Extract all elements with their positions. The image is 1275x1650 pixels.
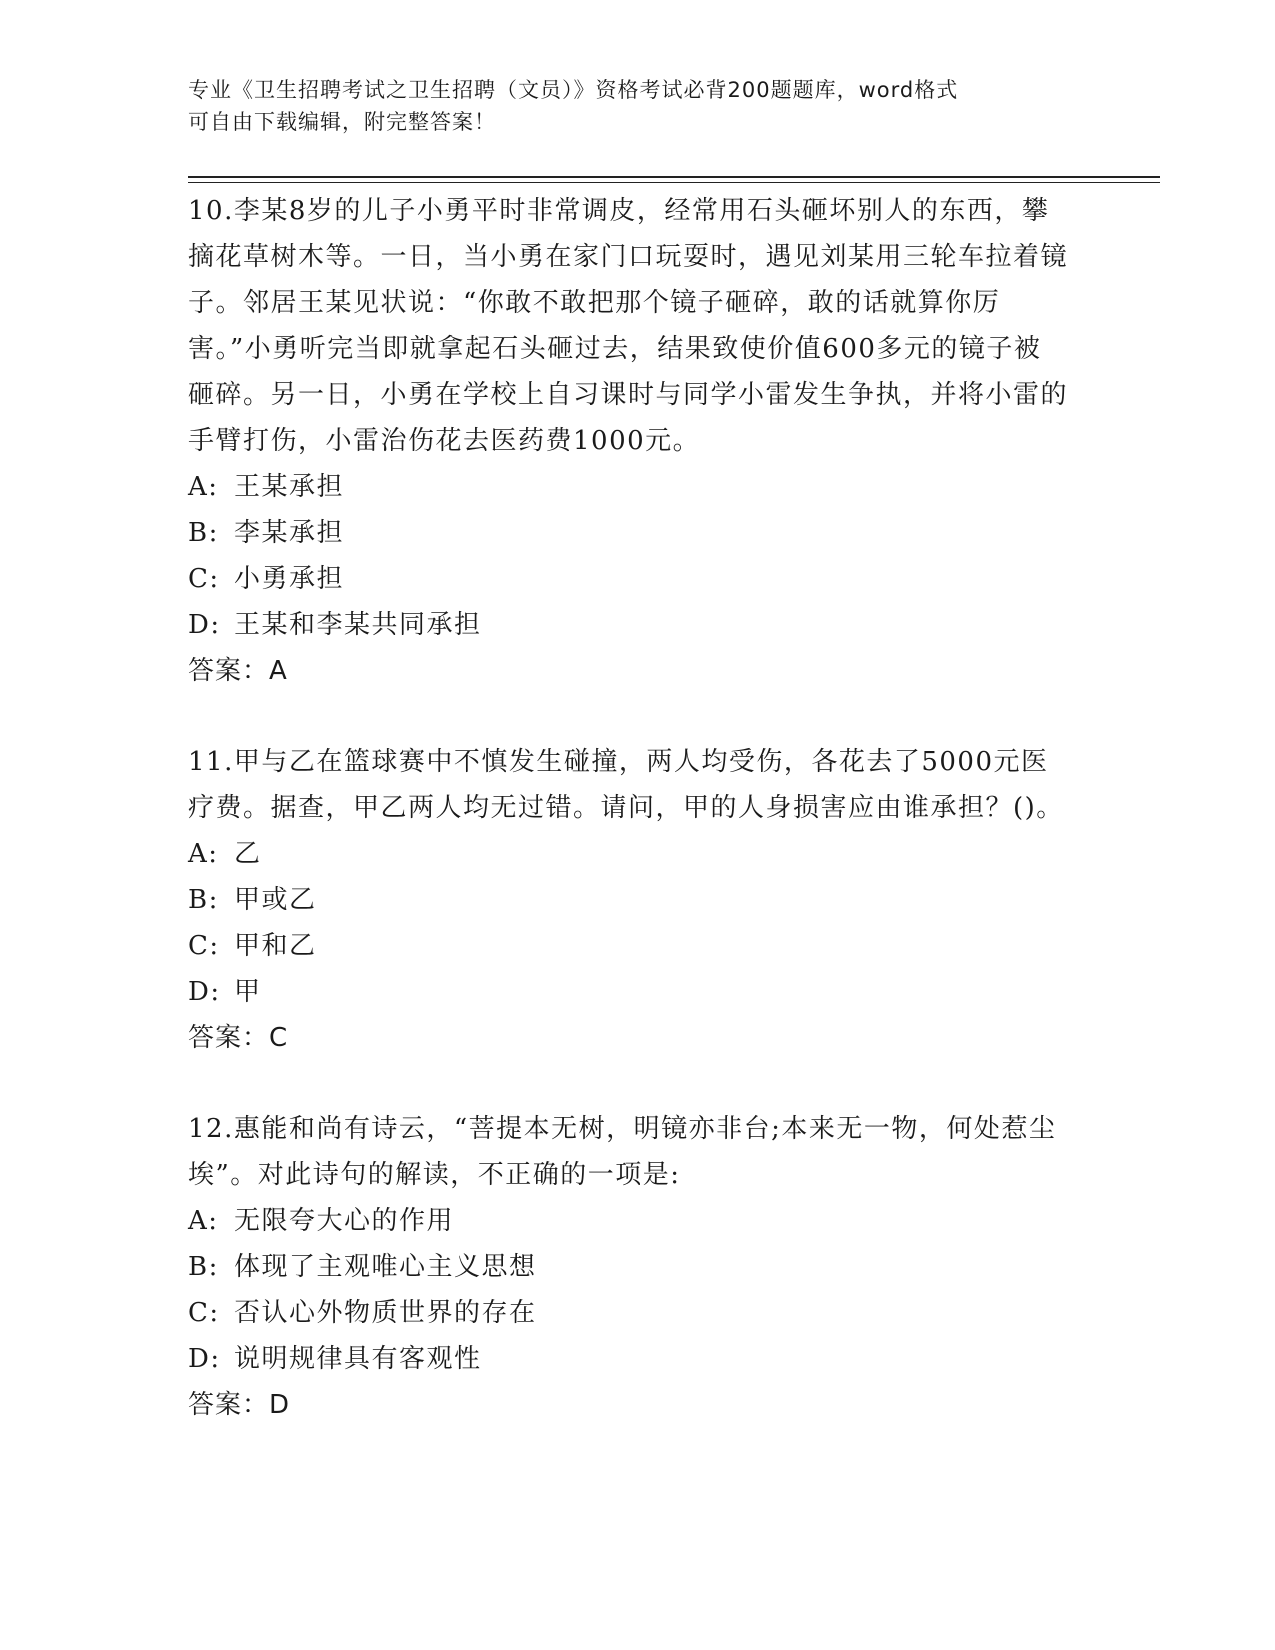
question-gap [188,1061,1068,1106]
option-b [188,1244,1068,1290]
document-header [188,74,1068,138]
option-d [188,602,1068,648]
option-key: D: [188,977,221,1007]
option-key: A: [188,1206,219,1236]
option-text: 乙 [234,839,262,869]
option-key: A: [188,839,219,869]
option-text: 否认心外物质世界的存在 [234,1298,537,1328]
question-10 [188,188,1068,694]
option-key: B: [188,518,219,548]
answer-line: 答案：C [188,1023,289,1053]
question-gap [188,694,1068,739]
option-key: C: [188,1298,220,1328]
question-text: 10.李某8岁的儿子小勇平时非常调皮，经常用石头砸坏别人的东西，攀摘花草树木等。一日，当小勇在家门口玩耍时，遇见刘某用三轮车拉着镜子。邻居王某见状说：“你敢不敢把那个镜子砸碎，敢的话就算你厉害。”小勇听完当即就拿起石头砸过去，结果致使价值600多元的镜子被砸碎。另一日，小勇在学校上自习课时与同学小雷发生争执，并将小雷的手臂打伤，小雷治伤花去医药费1000元。 [188,196,1069,456]
option-key: B: [188,885,219,915]
option-key: C: [188,564,220,594]
option-text: 甲 [234,977,262,1007]
option-a [188,831,1068,877]
question-11 [188,739,1068,1061]
option-text: 李某承担 [234,518,345,548]
option-c [188,1290,1068,1336]
header-line-2: 可自由下载编辑，附完整答案！ [188,110,496,134]
answer-line: 答案：D [188,1390,291,1420]
option-b [188,510,1068,556]
option-c [188,556,1068,602]
option-text: 王某和李某共同承担 [234,610,482,640]
option-text: 体现了主观唯心主义思想 [234,1252,537,1282]
option-text: 小勇承担 [234,564,345,594]
question-text: 11.甲与乙在篮球赛中不慎发生碰撞，两人均受伤，各花去了5000元医疗费。据查，甲乙两人均无过错。请问，甲的人身损害应由谁承担？()。 [188,747,1064,823]
answer-line: 答案：A [188,656,288,686]
header-divider-thick [188,176,1160,178]
option-b [188,877,1068,923]
option-c [188,923,1068,969]
option-a [188,1198,1068,1244]
option-a [188,464,1068,510]
header-line-1: 专业《卫生招聘考试之卫生招聘（文员）》资格考试必背200题题库，word格式 [188,78,959,102]
option-text: 王某承担 [234,472,345,502]
option-key: D: [188,610,221,640]
option-key: A: [188,472,219,502]
option-key: C: [188,931,220,961]
option-d [188,969,1068,1015]
option-text: 甲和乙 [234,931,317,961]
option-text: 无限夸大心的作用 [234,1206,455,1236]
option-key: D: [188,1344,221,1374]
question-text: 12.惠能和尚有诗云，“菩提本无树，明镜亦非台;本来无一物，何处惹尘埃”。对此诗句的解读，不正确的一项是: [188,1114,1057,1190]
option-key: B: [188,1252,219,1282]
question-12 [188,1106,1068,1428]
option-d [188,1336,1068,1382]
question-list [188,188,1068,1428]
header-divider-thin [188,182,1160,183]
option-text: 说明规律具有客观性 [234,1344,482,1374]
option-text: 甲或乙 [234,885,317,915]
